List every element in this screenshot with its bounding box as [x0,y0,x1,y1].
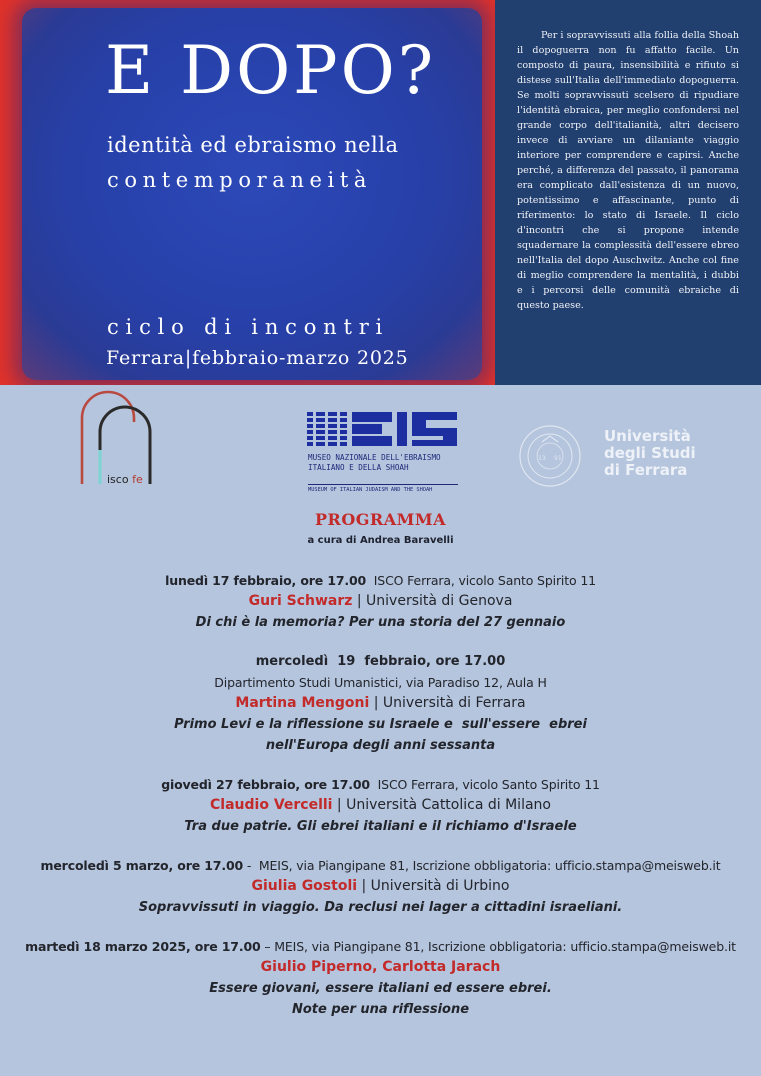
event-talk-title-line2: Note per una riflessione [291,1002,470,1017]
event-when-venue [0,570,761,591]
event-5 [0,936,761,1020]
event-datetime: lunedì 17 febbraio, ore 17.00 [165,573,367,588]
event-3 [0,774,761,837]
event-datetime: martedì 18 marzo 2025, ore 17.00 [25,939,261,954]
event-affiliation: | Università di Urbino [357,878,510,894]
program-list [0,570,761,1038]
event-datetime: mercoledì 5 marzo, ore 17.00 [40,858,244,873]
event-2 [0,651,761,756]
event-talk-title: Primo Levi e la riflessione su Israele e sull'essere ebrei [174,717,587,732]
event-affiliation: | Università di Ferrara [369,695,526,711]
isco-label-main: isco [107,473,129,486]
event-talk-title-line2: nell'Europa degli anni sessanta [265,738,496,753]
event-speaker: Giulia Gostoli [251,878,358,894]
event-speaker-row [0,591,761,612]
event-talk-title: Tra due patrie. Gli ebrei italiani e il richiamo d'Israele [184,819,577,834]
isco-label-accent: fe [132,473,143,486]
unife-logo [512,420,712,490]
event-datetime: giovedì 27 febbraio, ore 17.00 [161,777,370,792]
unife-name-line2: degli Studi [604,444,696,462]
event-venue: – MEIS, via Piangipane 81, Iscrizione obbligatoria: ufficio.stampa@meisweb.it [260,939,736,954]
unife-name-line3: di Ferrara [604,461,688,479]
event-speaker-row [0,795,761,816]
event-title: E DOPO? [105,32,437,109]
event-speaker: Claudio Vercelli [210,797,333,813]
program-curator: a cura di Andrea Baravelli [307,535,454,546]
meis-wordmark-icon [307,410,457,448]
event-subtitle-line1: identità ed ebraismo nella [107,133,399,157]
event-1 [0,570,761,633]
intro-text: Per i sopravvissuti alla follia della Shoah il dopoguerra non fu affatto facile. Un composto di paura, insensibilità e rifiuto si distese sull'Italia dell'immediato dopoguerra. Se molti sopravvissuti scelsero di ripudiare l'identità ebraica, per meglio confondersi nel grande corpo dell'italianità, altri decisero invece di avviare un dilaniante viaggio interiore per comprendere e capirsi. Anche perché, a differenza del passato, il panorama era complicato dall'esistenza di un nuovo, potentissimo e affascinante, punto di riferimento: lo stato di Israele. Il ciclo d'incontri che si propone intende squadernare la complessità dell'essere ebreo nell'Italia del dopo Auschwitz. Anche col fine di meglio comprendere la mentalità, i dubbi e i percorsi delle comunità ebraiche di questo paese. [517,30,739,311]
event-when-venue [0,774,761,795]
event-speaker: Martina Mengoni [235,695,370,711]
program-title: PROGRAMMA [315,510,446,529]
event-subtitle-line2: contemporaneità [107,168,372,192]
event-venue: ISCO Ferrara, vicolo Santo Spirito 11 [366,573,596,588]
unife-name-line1: Università [604,427,691,445]
event-venue: ISCO Ferrara, vicolo Santo Spirito 11 [369,777,600,792]
svg-text:13: 13 [538,455,546,462]
event-cycle-label: ciclo di incontri [107,315,390,339]
event-4 [0,855,761,918]
meis-divider [308,484,458,485]
event-venue: Dipartimento Studi Umanistici, via Paradiso 12, Aula H [214,675,547,690]
unife-name [604,428,714,479]
event-when-venue [0,855,761,876]
meis-name [308,453,468,473]
event-speaker-row [0,876,761,897]
meis-name-line1: MUSEO NAZIONALE DELL'EBRAISMO [308,453,441,462]
event-place-dates: Ferrara|febbraio-marzo 2025 [106,347,409,369]
intro-panel [495,0,761,385]
event-speaker: Guri Schwarz [248,593,353,609]
event-when-venue [0,936,761,957]
meis-english-name: MUSEUM OF ITALIAN JUDAISM AND THE SHOAH [308,487,433,493]
meis-logo [307,410,467,500]
event-speaker-row [0,957,761,978]
event-speaker-row [0,693,761,714]
isco-logo [78,388,160,494]
event-talk-title: Sopravvissuti in viaggio. Da reclusi nei lager a cittadini israeliani. [138,900,623,915]
svg-text:91: 91 [554,455,562,462]
header-artwork [0,0,495,385]
event-venue: - MEIS, via Piangipane 81, Iscrizione obbligatoria: ufficio.stampa@meisweb.it [243,858,721,873]
event-affiliation: | Università di Genova [352,593,513,609]
event-datetime: mercoledì 19 febbraio, ore 17.00 [255,654,506,669]
meis-name-line2: ITALIANO E DELLA SHOAH [308,463,409,472]
event-affiliation: | Università Cattolica di Milano [332,797,551,813]
event-talk-title: Di chi è la memoria? Per una storia del 27 gennaio [195,615,566,630]
unife-seal-icon [512,420,592,490]
event-talk-title: Essere giovani, essere italiani ed essere ebrei. [209,981,552,996]
event-speaker: Giulio Piperno, Carlotta Jarach [260,959,501,975]
isco-label [107,473,143,486]
